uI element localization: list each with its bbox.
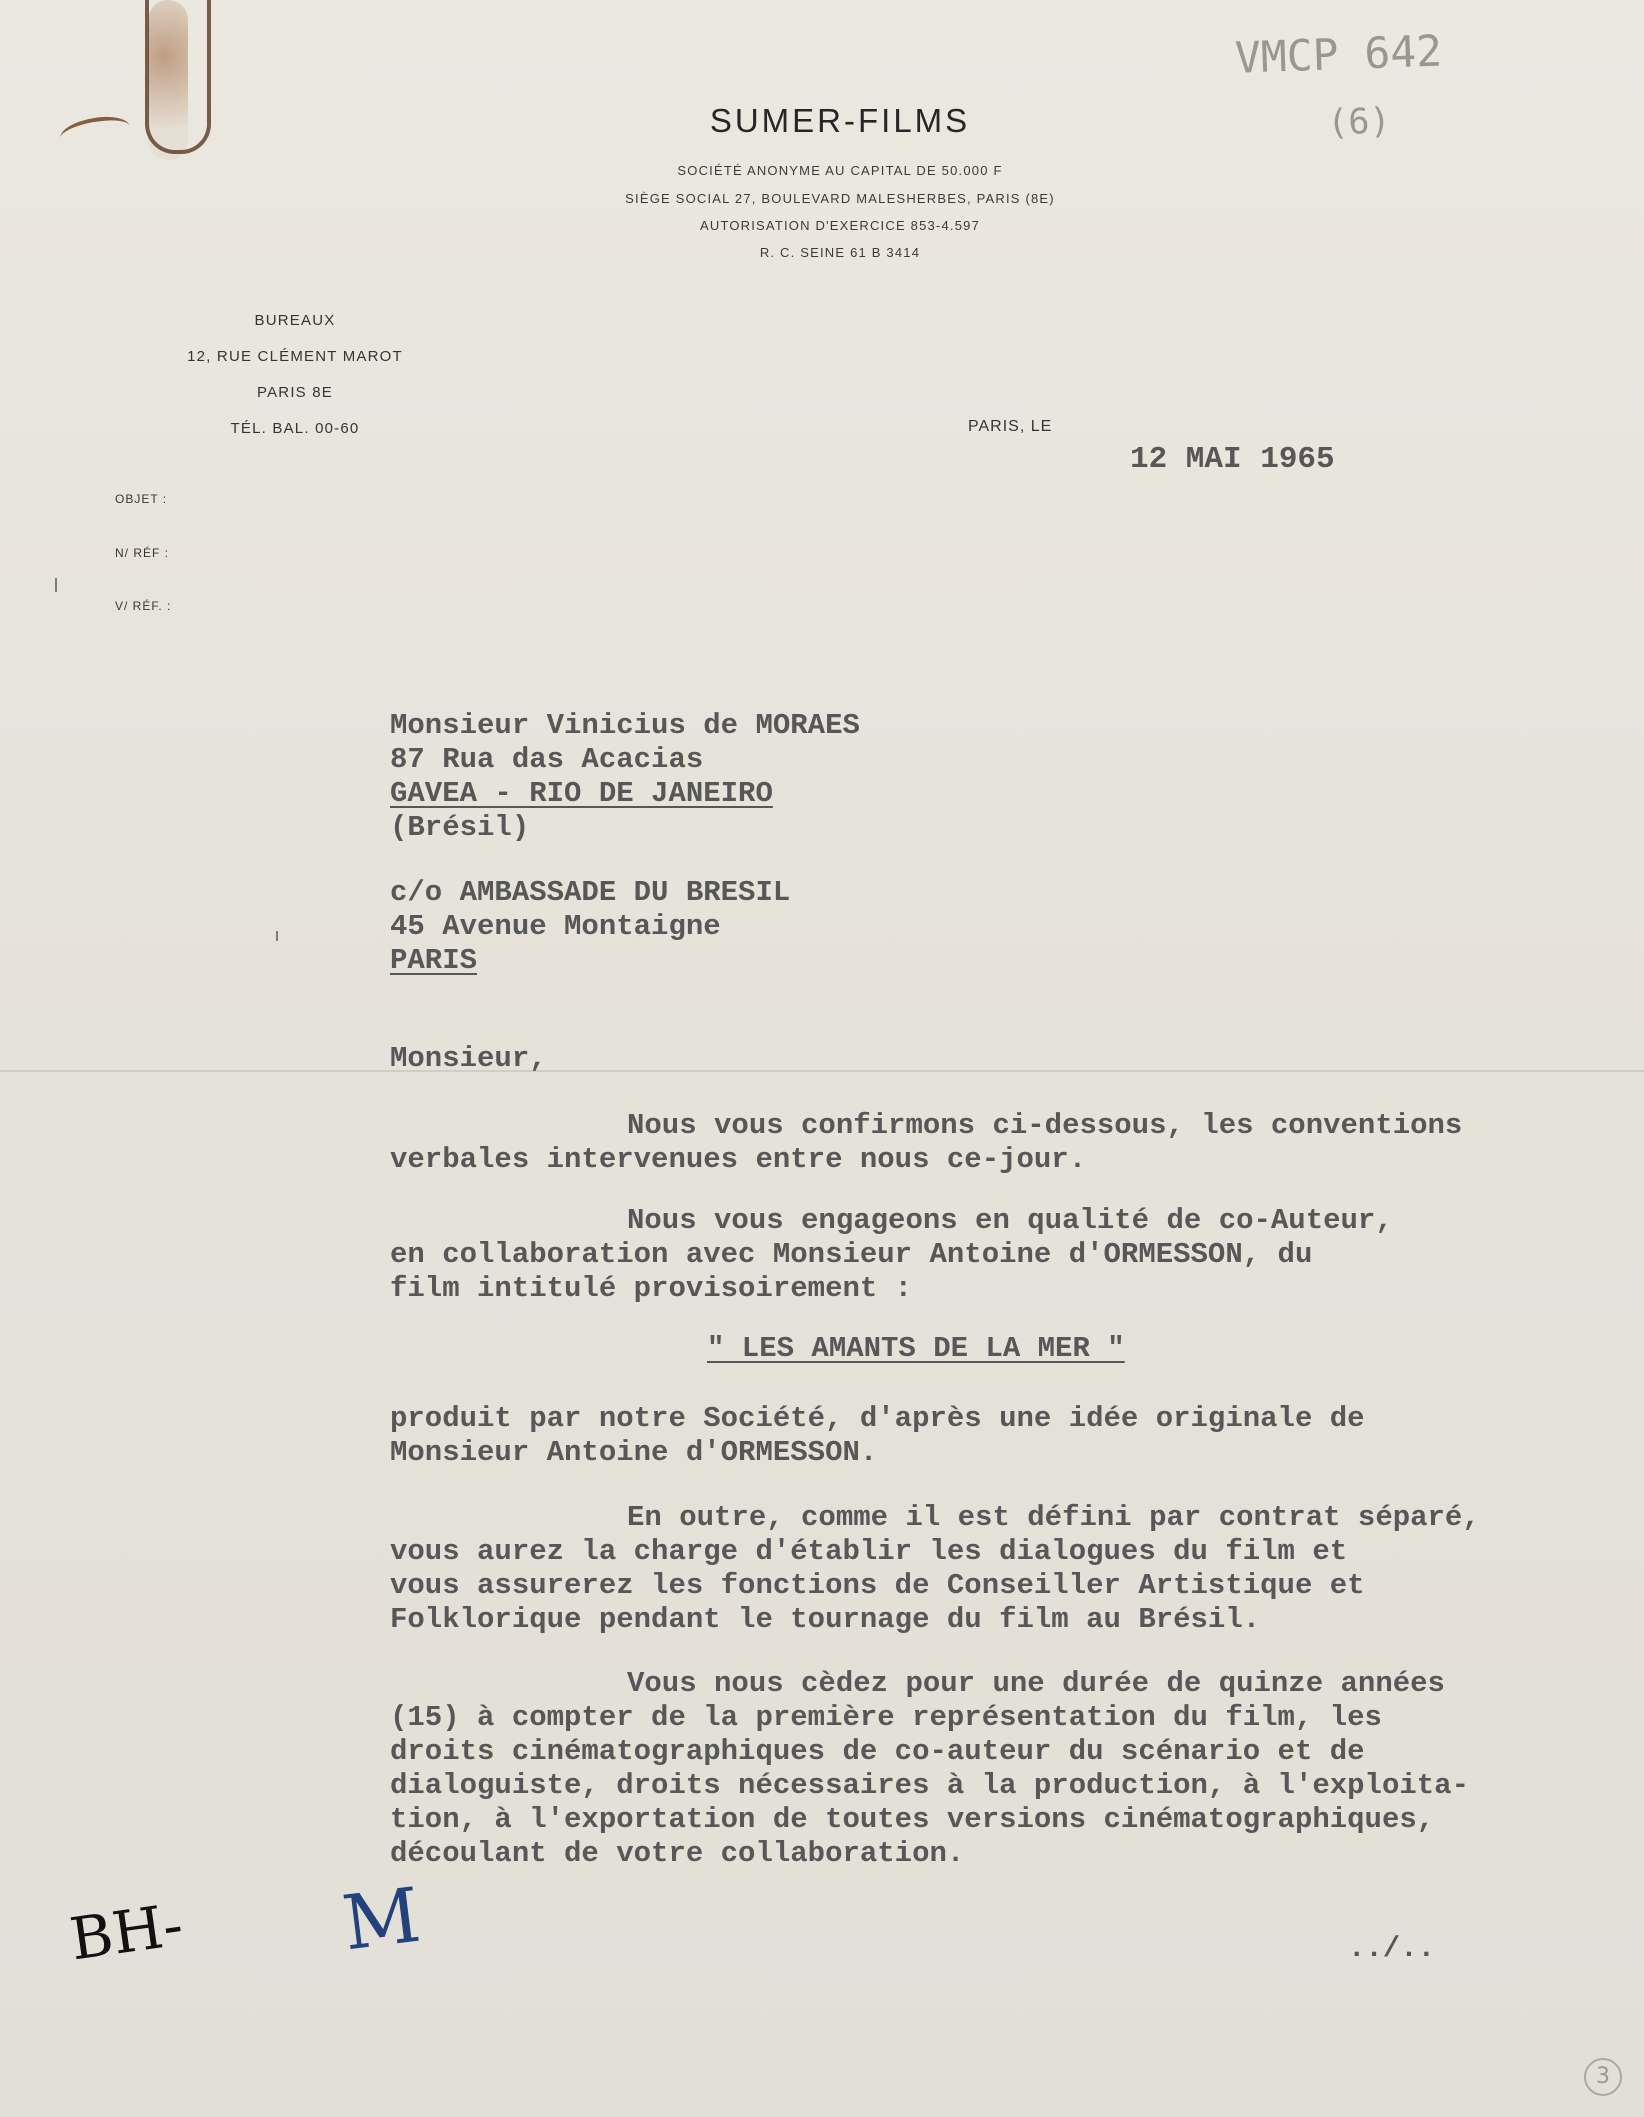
your-reference-label: V/ RÉF. : [115,599,172,613]
paragraph-5-line-6: découlant de votre collaboration. [390,1837,965,1870]
recipient-street: 87 Rua das Acacias [390,743,704,776]
handwritten-initials-middle: M [337,1870,425,1968]
company-authorization: AUTORISATION D'EXERCICE 853-4.597 [699,218,980,233]
our-reference-label: N/ RÉF : [115,546,170,560]
paragraph-1-line-1: Nous vous confirmons ci-dessous, les conventions [627,1109,1463,1142]
office-street: 12, RUE CLÉMENT MAROT [187,348,403,365]
recipient-country: (Brésil) [390,811,530,844]
company-address: SIÈGE SOCIAL 27, BOULEVARD MALESHERBES, PARIS (8E) [625,191,1055,206]
paragraph-2-line-3: film intitulé provisoirement : [390,1272,913,1305]
continuation-mark: ../.. [1348,1932,1436,1965]
paragraph-3-line-1: produit par notre Société, d'après une idée originale de [390,1402,1365,1435]
archive-code-main: VMCP 642 [1234,26,1443,84]
handwritten-initials-left: BH- [65,1890,187,1974]
paper-fold-line [0,1070,1644,1072]
office-city: PARIS 8E [256,384,334,401]
recipient-name: Monsieur Vinicius de MORAES [390,709,860,742]
paragraph-4-line-4: Folklorique pendant le tournage du film au Brésil. [390,1603,1261,1636]
paragraph-5-line-1: Vous nous cèdez pour une durée de quinze années [627,1667,1445,1700]
paperclip-mark [145,0,211,154]
paragraph-1-line-2: verbales intervenues entre nous ce-jour. [390,1143,1087,1176]
page-number-badge: 3 [1584,2058,1622,2096]
object-reference-label: OBJET : [115,492,168,506]
place-date-label: PARIS, LE [968,418,1053,435]
paragraph-5-line-5: tion, à l'exportation de toutes versions cinématographiques, [390,1803,1435,1836]
paper-mark [55,578,57,592]
company-name: SUMER-FILMS [709,102,971,139]
letter-date: 12 MAI 1965 [1130,442,1335,477]
paper-mark [276,931,278,941]
archive-code [1234,20,1508,149]
recipient-care-of-street: 45 Avenue Montaigne [390,910,721,943]
recipient-care-of-city: PARIS [390,944,478,977]
salutation: Monsieur, [390,1042,547,1075]
company-registration: R. C. SEINE 61 B 3414 [759,245,921,260]
recipient-city: GAVEA - RIO DE JANEIRO [390,777,773,810]
paragraph-3-line-2: Monsieur Antoine d'ORMESSON. [390,1436,878,1469]
office-phone: TÉL. BAL. 00-60 [230,420,360,437]
office-label: BUREAUX [254,312,336,329]
rust-mark [58,112,132,152]
paragraph-2-line-1: Nous vous engageons en qualité de co-Auteur, [627,1204,1393,1237]
paragraph-5-line-4: dialoguiste, droits nécessaires à la production, à l'exploita- [390,1769,1469,1802]
paragraph-5-line-3: droits cinématographiques de co-auteur du scénario et de [390,1735,1365,1768]
paragraph-5-line-2: (15) à compter de la première représentation du film, les [390,1701,1382,1734]
company-capital: SOCIÉTÉ ANONYME AU CAPITAL DE 50.000 F [677,163,1003,178]
paragraph-4-line-1: En outre, comme il est défini par contrat séparé, [627,1501,1480,1534]
archive-code-sub: (6) [1326,101,1392,144]
paragraph-2-line-2: en collaboration avec Monsieur Antoine d'ORMESSON, du [390,1238,1313,1271]
paragraph-4-line-2: vous aurez la charge d'établir les dialogues du film et [390,1535,1348,1568]
paragraph-4-line-3: vous assurerez les fonctions de Conseiller Artistique et [390,1569,1365,1602]
recipient-care-of: c/o AMBASSADE DU BRESIL [390,876,791,909]
film-title: " LES AMANTS DE LA MER " [707,1332,1125,1365]
